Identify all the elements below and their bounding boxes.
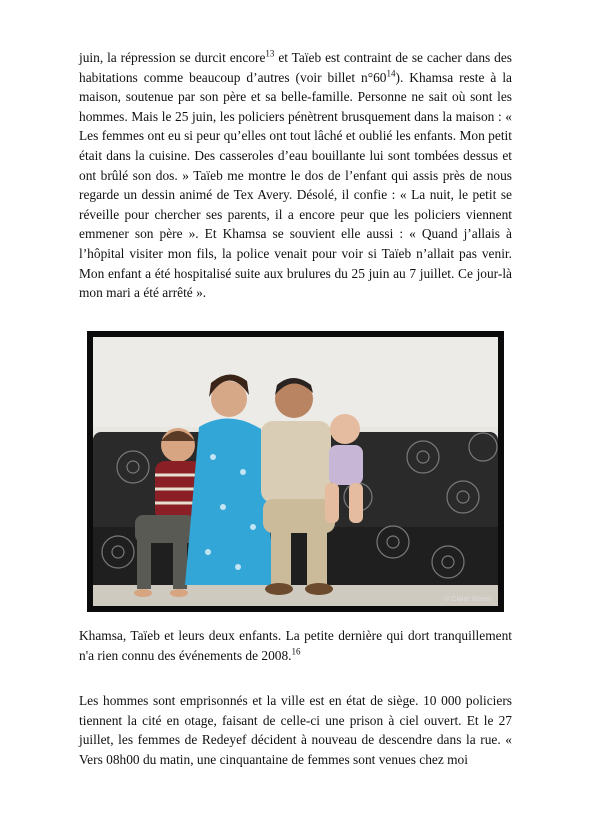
family-photo-image xyxy=(93,337,498,606)
photo-credit: © Claire Waren xyxy=(444,596,492,603)
body-paragraph-1: juin, la répression se durcit encore$^{13}$ et Taïeb est contraint de se cacher dans des habitations comme beaucoup d’autres (voir billet $n^\circ 60^{14}$). Khamsa reste à la maison, soutenue par son père et sa belle-famille. Personne ne sait où sont les hommes. Mais le 25 juin, les policiers pénètrent brusquement dans la maison : « Les femmes ont eu si peur qu’elles ont tout lâché et oublié les enfants. Mon petit était dans la cuisine. Des casseroles d’eau bouillante lui sont tombées dessus et ont brûlé son dos. » Taïeb me montre le dos de l’enfant qui assis près de nous regarde un dessin animé de Tex Avery. Désolé, il confie : « La nuit, le petit se réveille pour chercher ses parents, il a encore peur que les policiers viennent emmener son père ». Et Khamsa se souvient elle aussi : « Quand j’allais à l’hôpital visiter mon fils, la police venait pour voir si Taïeb n’allait pas venir. Mon enfant a été hospitalisé suite aux brulures du 25 juin au 7 juillet. Ce jour-là mon mari a été arrêté ». xyxy=(79,48,513,301)
photo-caption: Khamsa, Taïeb et leurs deux enfants. La petite dernière qui dort tranquillement n'a rien connu des événements de 2008.16 xyxy=(79,628,512,663)
footnote-marker: 16 xyxy=(291,646,301,657)
body-paragraph-2: Les hommes sont emprisonnés et la ville est en état de siège. 10 000 policiers tiennent la cité en otage, faisant de celle-ci une prison à ciel ouvert. Et le 27 juillet, les femmes de Redeyef décident à nouveau de descendre dans la rue. « Vers 08h00 du matin, une cinquantaine de femmes sont venues chez moi xyxy=(79,693,512,767)
family-photo xyxy=(87,331,504,612)
footnote-marker: 14 xyxy=(386,68,396,79)
footnote-marker: 13 xyxy=(265,48,275,59)
